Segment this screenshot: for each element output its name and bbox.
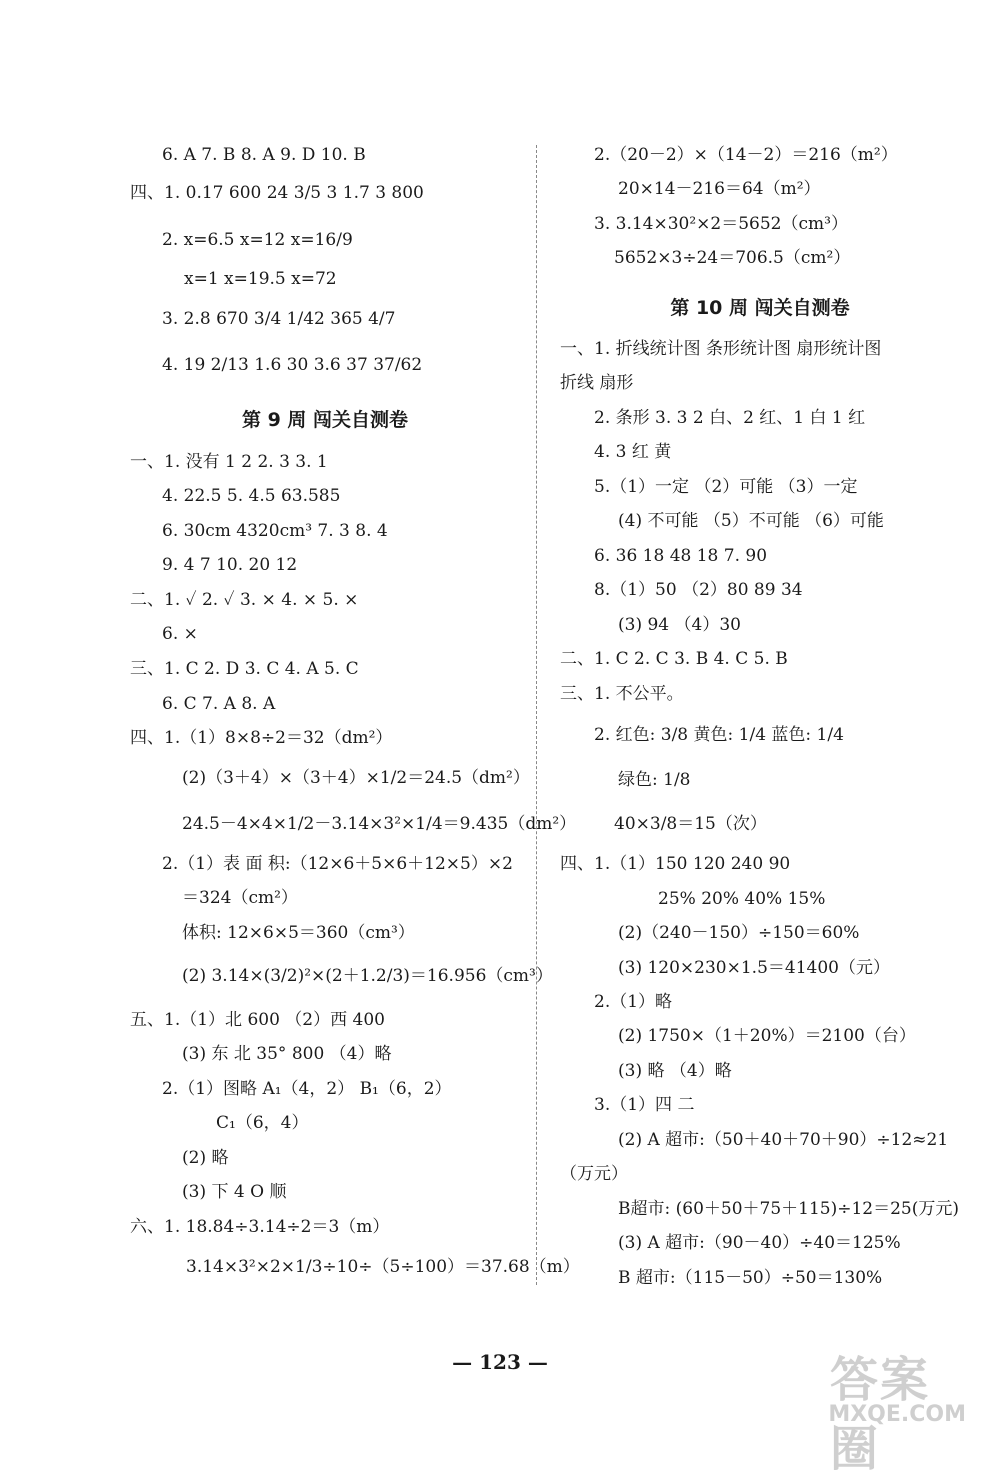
answer-line: 四、1.（1）8×8÷2＝32（dm²）: [130, 728, 393, 748]
answer-line: 6. A 7. B 8. A 9. D 10. B: [162, 145, 366, 165]
watermark-top: 答案圈: [830, 1352, 931, 1477]
answer-line: 25% 20% 40% 15%: [658, 889, 826, 909]
answer-line: (3) 120×230×1.5＝41400（元）: [618, 958, 890, 978]
answer-line: 体积: 12×6×5＝360（cm³）: [182, 923, 415, 943]
watermark-logo: [828, 1339, 970, 1477]
answer-line: (3) 94 （4）30: [618, 615, 741, 635]
answer-line: B超市: (60＋50＋75＋115)÷12＝25(万元): [618, 1199, 960, 1219]
answer-line: 三、1. 不公平。: [560, 684, 684, 704]
answer-line: 9. 4 7 10. 20 12: [162, 555, 298, 575]
answer-line: 六、1. 18.84÷3.14÷2＝3（m）: [130, 1217, 390, 1237]
answer-line: (2) 1750×（1＋20%）＝2100（台）: [618, 1026, 916, 1046]
answer-line: 6. 36 18 48 18 7. 90: [594, 546, 768, 566]
answer-line: (2) 3.14×(3/2)²×(2＋1.2/3)＝16.956（cm³）: [182, 966, 553, 986]
answer-line: ＝324（cm²）: [182, 888, 298, 908]
answer-line: (2)（240－150）÷150＝60%: [618, 923, 860, 943]
answer-line: 3. 2.8 670 3/4 1/42 365 4/7: [162, 309, 396, 329]
answer-line: (3) 略 （4）略: [618, 1061, 732, 1081]
answer-line: 3.14×3²×2×1/3÷10÷（5÷100）＝37.68（m）: [186, 1257, 580, 1277]
answer-line: （万元）: [560, 1164, 628, 1184]
answer-line: 2. 红色: 3/8 黄色: 1/4 蓝色: 1/4: [594, 725, 844, 745]
answer-line: 5652×3÷24＝706.5（cm²）: [614, 248, 851, 268]
answer-line: 2.（1）图略 A₁（4，2） B₁（6，2）: [162, 1079, 452, 1099]
answer-line: 四、1.（1）150 120 240 90: [560, 854, 791, 874]
answer-line: 20×14－216＝64（m²）: [618, 179, 821, 199]
answer-line: 一、1. 折线统计图 条形统计图 扇形统计图: [560, 339, 882, 359]
answer-line: 8.（1）50 （2）80 89 34: [594, 580, 803, 600]
answer-line: 3. 3.14×30²×2＝5652（cm³）: [594, 214, 848, 234]
answer-line: 2. x=6.5 x=12 x=16/9: [162, 230, 353, 250]
answer-line: 24.5－4×4×1/2－3.14×3²×1/4＝9.435（dm²）: [182, 814, 577, 834]
answer-line: C₁（6，4）: [216, 1113, 309, 1133]
answer-line: B 超市:（115－50）÷50＝130%: [618, 1268, 883, 1288]
answer-line: 二、1. C 2. C 3. B 4. C 5. B: [560, 649, 788, 669]
answer-line: 折线 扇形: [560, 373, 634, 393]
answer-line: 二、1. ✓ 2. ✓ 3. × 4. × 5. ×: [130, 590, 359, 610]
answer-line: 6. 30cm 4320cm³ 7. 3 8. 4: [162, 521, 388, 541]
answer-line: 五、1.（1）北 600 （2）西 400: [130, 1010, 385, 1030]
page-number: — 123 —: [452, 1350, 548, 1374]
section-heading: 第 10 周 闯关自测卷: [670, 297, 850, 319]
answer-line: x=1 x=19.5 x=72: [184, 269, 337, 289]
answer-line: 5.（1）一定 （2）可能 （3）一定: [594, 477, 858, 497]
answer-line: (3) 东 北 35° 800 （4）略: [182, 1044, 392, 1064]
answer-line: 一、1. 没有 1 2 2. 3 3. 1: [130, 452, 328, 472]
answer-line: 4. 22.5 5. 4.5 63.585: [162, 486, 341, 506]
answer-line: 2.（1）略: [594, 992, 673, 1012]
answer-line: 6. ×: [162, 624, 198, 644]
section-heading: 第 9 周 闯关自测卷: [241, 409, 409, 431]
answer-line: (2) 略: [182, 1148, 229, 1168]
answer-line: 绿色: 1/8: [618, 770, 691, 790]
answer-line: 三、1. C 2. D 3. C 4. A 5. C: [130, 659, 359, 679]
answer-line: 2. 条形 3. 3 2 白、2 红、1 白 1 红: [594, 408, 866, 428]
answer-line: 2.（20－2）×（14－2）＝216（m²）: [594, 145, 898, 165]
answer-line: 4. 3 红 黄: [594, 442, 672, 462]
answer-line: 2.（1）表 面 积:（12×6＋5×6＋12×5）×2: [162, 854, 513, 874]
watermark-bottom: MXQE.COM: [828, 1402, 966, 1427]
answer-line: (3) A 超市:（90－40）÷40＝125%: [618, 1233, 901, 1253]
answer-line: 6. C 7. A 8. A: [162, 694, 276, 714]
answer-line: 四、1. 0.17 600 24 3/5 3 1.7 3 800: [130, 183, 424, 203]
answer-line: 4. 19 2/13 1.6 30 3.6 37 37/62: [162, 355, 423, 375]
answer-line: (3) 下 4 O 顺: [182, 1182, 287, 1202]
column-divider: [536, 145, 537, 1285]
answer-line: 3.（1）四 二: [594, 1095, 695, 1115]
answer-line: (4) 不可能 （5）不可能 （6）可能: [618, 511, 884, 531]
answer-line: (2)（3＋4）×（3＋4）×1/2＝24.5（dm²）: [182, 768, 530, 788]
answer-line: 40×3/8＝15（次）: [614, 814, 767, 834]
answer-line: (2) A 超市:（50＋40＋70＋90）÷12≈21: [618, 1130, 949, 1150]
